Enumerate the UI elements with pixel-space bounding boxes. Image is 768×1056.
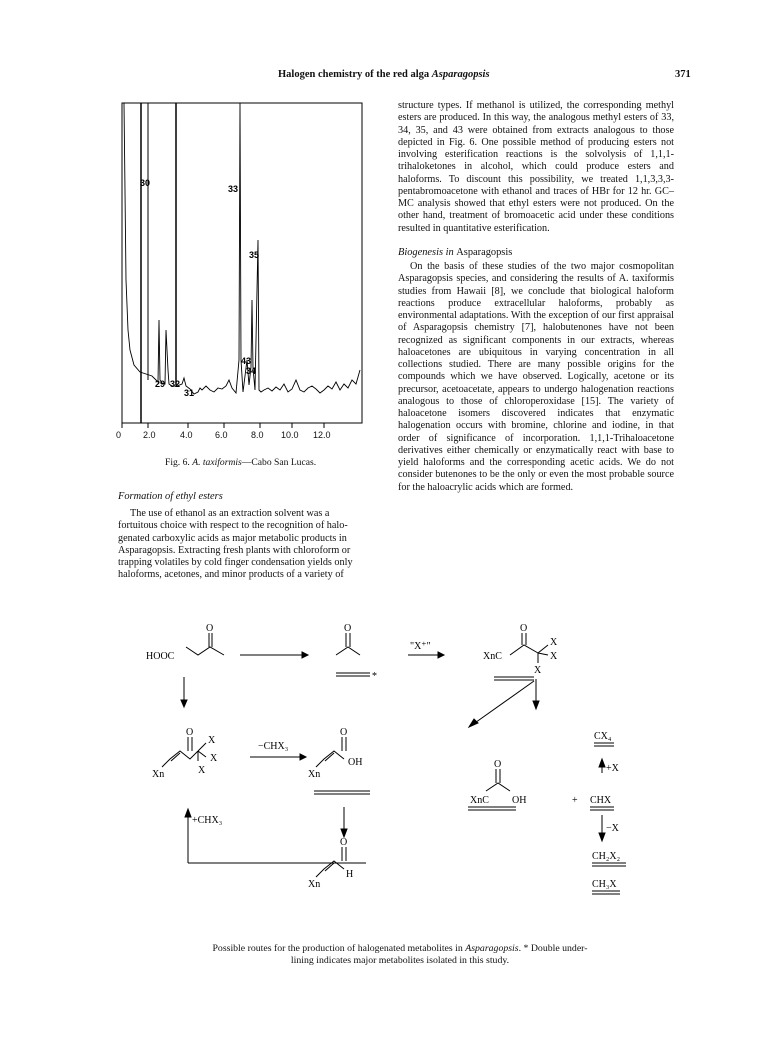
label-plus: +: [572, 795, 578, 806]
label-xnc-2: XnC: [470, 795, 489, 806]
label-o-6: O: [340, 837, 348, 848]
running-title: Halogen chemistry of the red alga Asparagopsis: [278, 69, 490, 80]
arrow-diagonal: [472, 681, 534, 725]
label-chx: CHX: [590, 795, 612, 806]
label-x-a: X: [550, 637, 558, 648]
label-h: H: [346, 869, 354, 880]
peak-label-29: 29: [155, 379, 166, 389]
text-line: genated carboxylic acids as major metabolic products in: [118, 532, 347, 544]
peak-label-33: 33: [228, 184, 239, 194]
label-plus-chx3: +CHX₃: [192, 815, 223, 826]
right-paragraph-2: On the basis of these studies of the two major cosmopolitan Asparagopsis species, and considering the results of A. taxiformis studies from Hawaii [8], we conclude that biological haloform reactions produce extracellular haloforms, probably as environmental adaptations. With the exception of our first appraisal of Asparagopsis chemistry [7], halobutenones have not been recognized as significant components in our extracts, whereas haloacetones are ubiquitous in varying concentration in all collections studied. There are many possible origins for the compounds which we have observed. Logically, acetone or its precursor, acetoacetate, appears to undergo halogenation reactions analogous to those of chloroperoxidase [15]. The variety of haloacetone isomers discovered indicates that enzymatic halogenation occurs with bromine, chlorine and iodine, in that order of significance of incorporation. 1,1,1-Trihaloacetone derivatives either chemically or enzymatically react with base to yield haloforms and the corresponding acetic acids. We do not consider butenones to be the only or even the most probable source for the haloacrylic acids which are formed.: [398, 261, 674, 493]
text-line: haloforms, acetones, and minor products of a variety of: [118, 569, 344, 581]
label-ch2x2: CH₂X₂: [592, 851, 621, 862]
peak-label-43: 43: [241, 356, 252, 366]
label-xn-3: Xn: [308, 879, 321, 890]
acetoacetate-skeleton: [186, 647, 224, 655]
label-o-3: O: [520, 623, 528, 634]
label-ch3x: CH₃X: [592, 879, 617, 890]
page-number: 371: [675, 69, 691, 80]
label-o-5: O: [340, 727, 348, 738]
scheme-drawing: [140, 615, 640, 905]
right-column: [398, 100, 674, 494]
x-tick-label: 0: [116, 430, 122, 440]
scheme-caption-line-2: lining indicates major metabolites isolated in this study.: [290, 955, 510, 966]
figure-6-caption: Fig. 6. A. taxiformis—Cabo San Lucas.: [165, 457, 317, 468]
label-x-plus: "X⁺": [410, 641, 431, 652]
label-minus-x: −X: [606, 823, 619, 834]
text-line: Asparagopsis. Extracting fresh plants with chloroform or: [118, 544, 351, 556]
label-oh-1: OH: [348, 757, 363, 768]
label-star: *: [372, 671, 377, 682]
x-tick-label: 6.0: [215, 430, 228, 440]
label-plus-x: +X: [606, 763, 619, 774]
label-cx4: CX₄: [594, 731, 612, 742]
section-heading-ethyl-esters: Formation of ethyl esters: [118, 491, 223, 502]
section-heading-biogenesis: Biogenesis in Asparagopsis: [398, 246, 513, 258]
x-axis-tick-labels: [112, 430, 392, 442]
x-tick-label: 2.0: [143, 430, 156, 440]
label-x-b: X: [550, 651, 558, 662]
reaction-scheme: [140, 615, 640, 905]
right-paragraph-1: structure types. If methanol is utilized, the corresponding methyl esters are produced. In this way, the analogous methyl esters of 33, 34, 35, and 43 were obtained from extracts analogous to those depicted in Fig. 6. One possible method of producing esters not involving esterification reactions is the solvolysis of 1,1,1-trihaloketones in alcohol, which could produce esters and haloforms. To discount this possibility, we treated 1,1,3,3,3-pentabromoacetone with ethanol and traces of HBr for 12 hr. GC–MC analysis showed that ethyl esters were not produced. On the other hand, treatment of bromoacetic acid under these conditions resulted in quantitative esterification.: [398, 100, 674, 234]
x-tick-label: 10.0: [281, 430, 299, 440]
label-minus-chx3: −CHX₃: [258, 741, 289, 752]
label-x-e: X: [210, 753, 218, 764]
chromatogram-trace: [124, 103, 360, 394]
text-line: The use of ethanol as an extraction solvent was a: [130, 508, 330, 519]
text-line: trapping volatiles by cold finger condensation yields only: [118, 557, 353, 568]
peak-label-34: 34: [246, 366, 257, 376]
x-tick-label: 12.0: [313, 430, 331, 440]
label-oh-2: OH: [512, 795, 527, 806]
chromatogram-plot: [112, 100, 382, 445]
trihaloacetone-skeleton: [510, 645, 538, 655]
label-xnc-1: XnC: [483, 651, 502, 662]
haloacetic-acid-skeleton: [486, 783, 510, 791]
peak-label-30: 30: [140, 178, 151, 188]
label-o-7: O: [494, 759, 502, 770]
scheme-caption-line-1: Possible routes for the production of halogenated metabolites in Asparagopsis. * Double under-: [212, 943, 588, 954]
x-tick-marks: [122, 423, 324, 428]
running-header: [0, 69, 768, 83]
x-tick-label: 8.0: [251, 430, 264, 440]
scheme-caption: [140, 943, 660, 967]
figure-6-chromatogram: [112, 100, 382, 445]
peak-label-35: 35: [249, 250, 260, 260]
label-xn-2: Xn: [308, 769, 321, 780]
label-x-d: X: [208, 735, 216, 746]
label-x-f: X: [198, 765, 206, 776]
label-o-4: O: [186, 727, 194, 738]
text-line: fortuitous choice with respect to the recognition of halo-: [118, 520, 348, 532]
x-tick-label: 4.0: [180, 430, 193, 440]
left-column-paragraph: [118, 508, 386, 582]
label-x-c: X: [534, 665, 542, 676]
label-o-1: O: [206, 623, 214, 634]
haloacrylic-acid-skeleton: [316, 751, 344, 767]
label-xn-1: Xn: [152, 769, 165, 780]
acetone-skeleton: [336, 647, 360, 655]
label-o-2: O: [344, 623, 352, 634]
peak-label-31: 31: [184, 388, 195, 398]
label-hooc: HOOC: [146, 651, 175, 662]
peak-label-32: 32: [170, 379, 181, 389]
